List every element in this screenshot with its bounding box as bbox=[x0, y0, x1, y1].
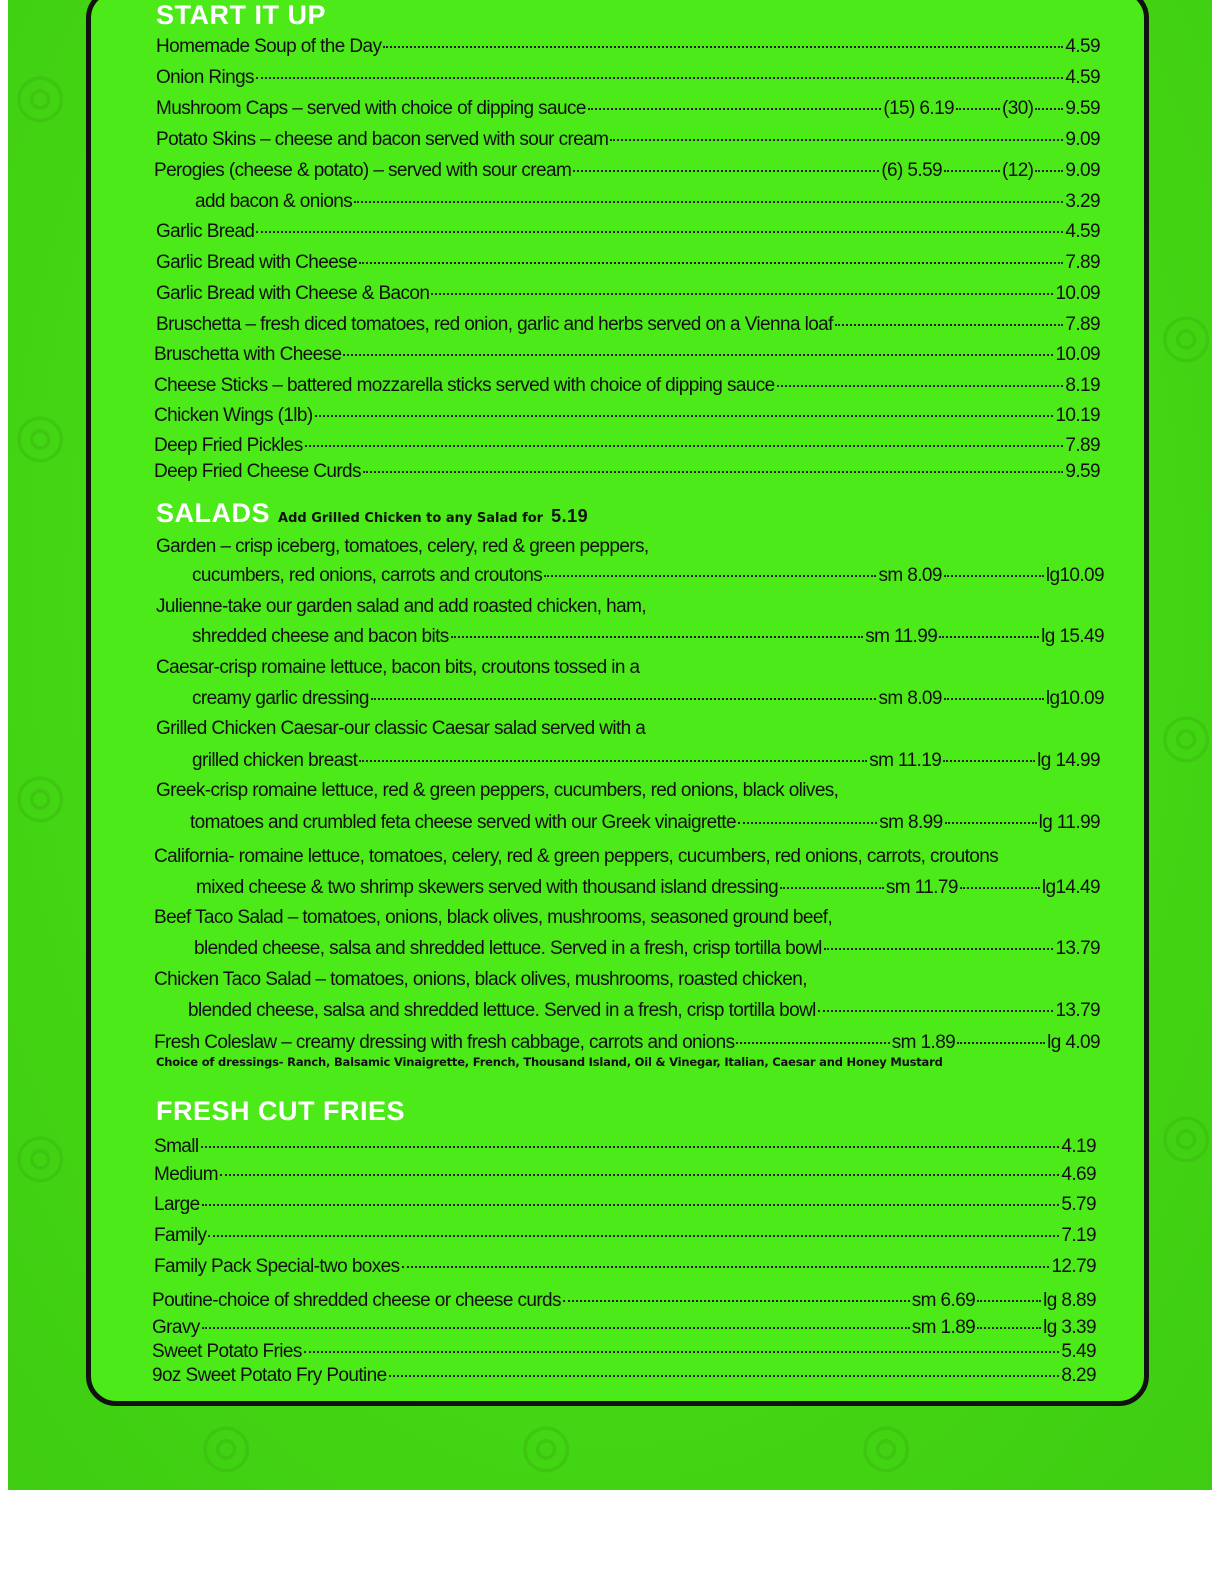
menu-item bbox=[154, 1032, 1100, 1056]
leader-dots bbox=[208, 1235, 1059, 1237]
leader-dots bbox=[573, 170, 879, 172]
item-name: Potato Skins – cheese and bacon served with sour cream bbox=[156, 129, 609, 150]
menu-item bbox=[156, 252, 1100, 276]
item-name: Cheese Sticks – battered mozzarella sticks served with choice of dipping sauce bbox=[154, 375, 775, 396]
menu-item bbox=[152, 1341, 1096, 1365]
leader-dots bbox=[202, 1327, 910, 1329]
item-price: 4.69 bbox=[1061, 1164, 1096, 1185]
item-price-small: sm 8.99 bbox=[879, 812, 943, 833]
item-name: Onion Rings bbox=[156, 67, 254, 88]
item-price-small: sm 11.19 bbox=[869, 750, 942, 771]
item-price: 9.59 bbox=[1065, 98, 1100, 119]
menu-item bbox=[156, 129, 1100, 153]
item-name: Homemade Soup of the Day bbox=[156, 36, 382, 57]
menu-item bbox=[154, 1136, 1096, 1160]
item-name: cucumbers, red onions, carrots and croutons bbox=[192, 565, 543, 586]
item-price-small: sm 6.69 bbox=[911, 1290, 976, 1311]
leader-dots bbox=[389, 1375, 1060, 1377]
menu-item bbox=[156, 314, 1100, 338]
leader-dots bbox=[977, 1327, 1041, 1329]
burger-watermark-icon: ◎ bbox=[1160, 1101, 1212, 1168]
leader-dots bbox=[736, 1042, 889, 1044]
menu-item bbox=[192, 626, 1104, 650]
item-name: creamy garlic dressing bbox=[192, 688, 369, 709]
item-price-large: lg 15.49 bbox=[1041, 626, 1104, 647]
leader-dots bbox=[945, 822, 1037, 824]
leader-dots bbox=[835, 324, 1064, 326]
menu-item bbox=[152, 1365, 1096, 1389]
menu-item bbox=[154, 344, 1100, 368]
item-price-small: sm 11.99 bbox=[865, 626, 938, 647]
item-size-large: (30) bbox=[1002, 98, 1034, 119]
item-price-large: lg 3.39 bbox=[1043, 1317, 1096, 1338]
menu-item bbox=[156, 283, 1100, 307]
item-name: Gravy bbox=[152, 1317, 200, 1338]
leader-dots bbox=[977, 1300, 1041, 1302]
item-name: tomatoes and crumbled feta cheese served with our Greek vinaigrette bbox=[190, 812, 736, 833]
leader-dots bbox=[544, 575, 876, 577]
menu-item bbox=[192, 565, 1104, 589]
item-price: 5.79 bbox=[1061, 1194, 1096, 1215]
item-price: 10.19 bbox=[1055, 405, 1100, 426]
item-price-large: lg14.49 bbox=[1041, 877, 1100, 898]
salad-description: Grilled Chicken Caesar-our classic Caesar salad served with a bbox=[156, 718, 646, 739]
item-price-large: lg 11.99 bbox=[1038, 812, 1100, 833]
item-price: 9.09 bbox=[1065, 160, 1100, 181]
menu-item bbox=[196, 877, 1100, 901]
item-price-small: sm 11.79 bbox=[885, 877, 958, 898]
leader-dots bbox=[943, 760, 1035, 762]
menu-item bbox=[154, 1225, 1096, 1249]
leader-dots bbox=[944, 575, 1044, 577]
item-price-large: lg 8.89 bbox=[1043, 1290, 1096, 1311]
salad-description: Caesar-crisp romaine lettuce, bacon bits, croutons tossed in a bbox=[156, 657, 640, 678]
salads-note-price: 5.19 bbox=[551, 506, 589, 526]
item-price: 4.59 bbox=[1065, 221, 1100, 242]
item-price-large: lg 14.99 bbox=[1037, 750, 1100, 771]
item-price: 4.59 bbox=[1065, 67, 1100, 88]
page-edge bbox=[0, 0, 8, 1584]
menu-item bbox=[156, 98, 1100, 122]
menu-item bbox=[156, 67, 1100, 91]
item-price-large: lg10.09 bbox=[1045, 565, 1104, 586]
salads-note: Add Grilled Chicken to any Salad for bbox=[278, 511, 544, 526]
item-name: Fresh Coleslaw – creamy dressing with fresh cabbage, carrots and onions bbox=[154, 1032, 735, 1053]
menu-item bbox=[154, 1256, 1096, 1280]
leader-dots bbox=[363, 471, 1063, 473]
item-name: 9oz Sweet Potato Fry Poutine bbox=[152, 1365, 387, 1386]
item-name: add bacon & onions bbox=[195, 191, 353, 212]
burger-watermark-icon: ◎ bbox=[14, 61, 67, 128]
item-price: 9.59 bbox=[1065, 461, 1100, 482]
item-name: blended cheese, salsa and shredded lettuce. Served in a fresh, crisp tortilla bowl bbox=[188, 1000, 816, 1021]
menu-item bbox=[194, 938, 1100, 962]
item-price: 7.89 bbox=[1065, 435, 1100, 456]
menu-item bbox=[195, 191, 1100, 215]
salad-description: Beef Taco Salad – tomatoes, onions, black olives, mushrooms, seasoned ground beef, bbox=[154, 907, 833, 928]
leader-dots bbox=[824, 948, 1054, 950]
item-name: Bruschetta – fresh diced tomatoes, red onion, garlic and herbs served on a Vienna loaf bbox=[156, 314, 833, 335]
leader-dots bbox=[738, 822, 877, 824]
item-name: Family Pack Special-two boxes bbox=[154, 1256, 400, 1277]
leader-dots bbox=[359, 760, 867, 762]
item-name: Deep Fried Pickles bbox=[154, 435, 303, 456]
menu-item bbox=[192, 688, 1104, 712]
menu-item bbox=[192, 750, 1100, 774]
item-price-small: sm 1.89 bbox=[911, 1317, 976, 1338]
leader-dots bbox=[944, 170, 1000, 172]
item-price-large: lg10.09 bbox=[1045, 688, 1104, 709]
item-name: Mushroom Caps – served with choice of dipping sauce bbox=[156, 98, 586, 119]
leader-dots bbox=[956, 108, 1000, 110]
leader-dots bbox=[939, 636, 1039, 638]
salad-description: California- romaine lettuce, tomatoes, celery, red & green peppers, cucumbers, red onions, carrots, croutons bbox=[154, 846, 999, 867]
menu-item bbox=[154, 375, 1100, 399]
item-price: 13.79 bbox=[1055, 1000, 1100, 1021]
salad-description: Greek-crisp romaine lettuce, red & green peppers, cucumbers, red onions, black olives, bbox=[156, 780, 839, 801]
item-name: blended cheese, salsa and shredded lettuce. Served in a fresh, crisp tortilla bowl bbox=[194, 938, 822, 959]
item-name: Garlic Bread with Cheese & Bacon bbox=[156, 283, 430, 304]
item-name: Poutine-choice of shredded cheese or cheese curds bbox=[152, 1290, 561, 1311]
menu-item bbox=[154, 461, 1100, 485]
item-price: 8.19 bbox=[1065, 375, 1100, 396]
item-name: Perogies (cheese & potato) – served with sour cream bbox=[154, 160, 572, 181]
item-price-small: (15) 6.19 bbox=[883, 98, 955, 119]
leader-dots bbox=[343, 354, 1053, 356]
item-price: 10.09 bbox=[1055, 344, 1100, 365]
item-price: 3.29 bbox=[1065, 191, 1100, 212]
item-name: Garlic Bread bbox=[156, 221, 255, 242]
item-name: shredded cheese and bacon bits bbox=[192, 626, 449, 647]
leader-dots bbox=[371, 698, 877, 700]
leader-dots bbox=[315, 415, 1054, 417]
salad-description: Chicken Taco Salad – tomatoes, onions, black olives, mushrooms, roasted chicken, bbox=[154, 969, 807, 990]
leader-dots bbox=[944, 698, 1044, 700]
section-title-salads bbox=[156, 498, 588, 529]
item-price: 10.09 bbox=[1055, 283, 1100, 304]
item-name: Chicken Wings (1lb) bbox=[154, 405, 313, 426]
leader-dots bbox=[304, 1351, 1060, 1353]
menu-item bbox=[154, 1194, 1096, 1218]
leader-dots bbox=[402, 1266, 1050, 1268]
burger-watermark-icon: ◎ bbox=[14, 1121, 67, 1188]
menu-item bbox=[154, 1164, 1096, 1188]
item-name: Medium bbox=[154, 1164, 218, 1185]
item-price: 9.09 bbox=[1065, 129, 1100, 150]
burger-watermark-icon: ◎ bbox=[860, 1411, 913, 1478]
leader-dots bbox=[610, 139, 1063, 141]
leader-dots bbox=[1035, 170, 1063, 172]
item-price: 5.49 bbox=[1061, 1341, 1096, 1362]
menu-item bbox=[156, 36, 1100, 60]
leader-dots bbox=[256, 77, 1063, 79]
leader-dots bbox=[201, 1146, 1060, 1148]
salad-description: Garden – crisp iceberg, tomatoes, celery, red & green peppers, bbox=[156, 536, 649, 557]
item-name: Family bbox=[154, 1225, 207, 1246]
menu-item bbox=[156, 221, 1100, 245]
leader-dots bbox=[777, 385, 1064, 387]
item-price: 13.79 bbox=[1055, 938, 1100, 959]
item-price: 4.19 bbox=[1061, 1136, 1096, 1157]
item-price: 7.89 bbox=[1065, 252, 1100, 273]
leader-dots bbox=[957, 1042, 1045, 1044]
item-price-small: sm 8.09 bbox=[878, 565, 942, 586]
leader-dots bbox=[818, 1010, 1054, 1012]
item-price: 8.29 bbox=[1061, 1365, 1096, 1386]
leader-dots bbox=[383, 46, 1063, 48]
menu-item bbox=[190, 812, 1100, 836]
item-name: Sweet Potato Fries bbox=[152, 1341, 302, 1362]
burger-watermark-icon: ◎ bbox=[1160, 301, 1212, 368]
item-price-small: sm 1.89 bbox=[891, 1032, 956, 1053]
item-price-small: (6) 5.59 bbox=[881, 160, 943, 181]
leader-dots bbox=[451, 636, 864, 638]
leader-dots bbox=[354, 201, 1063, 203]
item-name: mixed cheese & two shrimp skewers served with thousand island dressing bbox=[196, 877, 779, 898]
item-name: grilled chicken breast bbox=[192, 750, 358, 771]
section-title-start-it-up: START IT UP bbox=[156, 0, 326, 30]
leader-dots bbox=[359, 262, 1063, 264]
item-price: 7.89 bbox=[1065, 314, 1100, 335]
menu-item bbox=[154, 160, 1100, 184]
item-price-large: lg 4.09 bbox=[1047, 1032, 1100, 1053]
burger-watermark-icon: ◎ bbox=[14, 761, 67, 828]
leader-dots bbox=[588, 108, 881, 110]
leader-dots bbox=[256, 231, 1063, 233]
burger-watermark-icon: ◎ bbox=[1160, 701, 1212, 768]
leader-dots bbox=[220, 1174, 1059, 1176]
dressing-choices: Choice of dressings- Ranch, Balsamic Vinaigrette, French, Thousand Island, Oil & Vinegar, Italian, Caesar and Honey Mustard bbox=[156, 1055, 943, 1069]
item-price-small: sm 8.09 bbox=[878, 688, 942, 709]
leader-dots bbox=[780, 887, 884, 889]
item-name: Bruschetta with Cheese bbox=[154, 344, 342, 365]
burger-watermark-icon: ◎ bbox=[200, 1411, 253, 1478]
menu-item bbox=[154, 435, 1100, 459]
menu-item bbox=[188, 1000, 1100, 1024]
leader-dots bbox=[960, 887, 1040, 889]
item-size-large: (12) bbox=[1002, 160, 1034, 181]
burger-watermark-icon: ◎ bbox=[520, 1411, 573, 1478]
leader-dots bbox=[202, 1204, 1060, 1206]
menu-item bbox=[152, 1290, 1096, 1314]
leader-dots bbox=[563, 1300, 910, 1302]
item-price: 7.19 bbox=[1061, 1225, 1096, 1246]
menu-item bbox=[154, 405, 1100, 429]
menu-item bbox=[152, 1317, 1096, 1341]
burger-watermark-icon: ◎ bbox=[14, 401, 67, 468]
leader-dots bbox=[305, 445, 1064, 447]
salad-description: Julienne-take our garden salad and add roasted chicken, ham, bbox=[156, 596, 647, 617]
item-price: 12.79 bbox=[1051, 1256, 1096, 1277]
leader-dots bbox=[431, 293, 1053, 295]
item-name: Small bbox=[154, 1136, 199, 1157]
item-name: Garlic Bread with Cheese bbox=[156, 252, 358, 273]
leader-dots bbox=[1035, 108, 1063, 110]
item-name: Large bbox=[154, 1194, 200, 1215]
item-price: 4.59 bbox=[1065, 36, 1100, 57]
salads-heading: SALADS bbox=[156, 498, 271, 528]
item-name: Deep Fried Cheese Curds bbox=[154, 461, 361, 482]
section-title-fresh-cut-fries: FRESH CUT FRIES bbox=[156, 1096, 406, 1126]
